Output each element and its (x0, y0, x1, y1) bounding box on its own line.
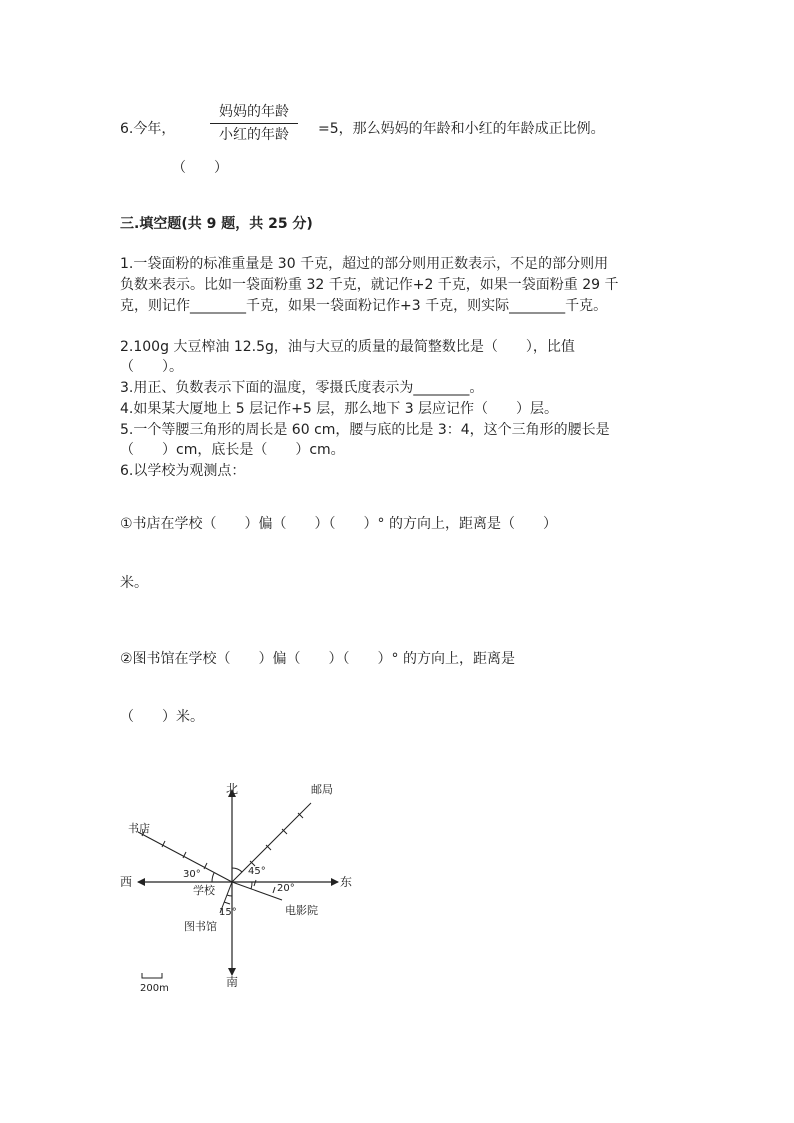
question-4: 4.如果某大厦地上 5 层记作+5 层，那么地下 3 层应记作（ ）层。 (120, 401, 559, 417)
question-5-line-2: （ ）cm，底长是（ ）cm。 (120, 442, 345, 458)
west-label: 西 (120, 875, 133, 889)
q6-answer-blank[interactable]: （ ） (172, 160, 228, 176)
post-office-label: 邮局 (311, 783, 333, 796)
question-2-line-1: 2.100g 大豆榨油 12.5g，油与大豆的质量的最简整数比是（ ），比值 (120, 339, 575, 355)
q6-prefix: 6.今年， (120, 121, 176, 137)
angle-label-post: 45° (248, 866, 266, 877)
question-6-1-line-2: 米。 (120, 575, 148, 591)
angle-label-cinema: 20° (277, 883, 295, 894)
angle-label-bookstore: 30° (183, 869, 201, 880)
question-6-2-line-1: ②图书馆在学校（ ）偏（ ）（ ）° 的方向上，距离是 (120, 651, 515, 667)
section-title: 三.填空题(共 9 题，共 25 分) (120, 216, 313, 232)
question-3: 3.用正、负数表示下面的温度，零摄氏度表示为________。 (120, 380, 484, 396)
angle-arc-post (232, 868, 242, 872)
cinema-ray (232, 882, 282, 900)
post-office-ticks (250, 813, 303, 866)
scale-bar (142, 973, 162, 978)
angle-arc-bookstore (212, 873, 214, 882)
north-label: 北 (226, 782, 239, 796)
cinema-label: 电影院 (285, 904, 318, 917)
angle-label-library: 15° (219, 907, 237, 918)
question-5-line-1: 5.一个等腰三角形的周长是 60 cm，腰与底的比是 3：4，这个三角形的腰长是 (120, 422, 610, 438)
school-label: 学校 (193, 884, 215, 897)
question-6: 6.以学校为观测点： (120, 463, 246, 479)
angle-arc-library (227, 895, 232, 896)
east-label: 东 (340, 875, 353, 889)
angle-arc-cinema (251, 882, 252, 889)
scale-label: 200m (140, 983, 169, 994)
fraction-numerator: 妈妈的年龄 (219, 104, 289, 120)
question-6-1-line-1: ①书店在学校（ ）偏（ ）（ ）° 的方向上，距离是（ ） (120, 516, 557, 532)
question-1-line-3: 克，则记作________千克，如果一袋面粉记作+3 千克，则实际________千克。 (120, 298, 608, 314)
library-tick (224, 902, 230, 904)
question-1-line-1: 1.一袋面粉的标准重量是 30 千克，超过的部分则用正数表示，不足的部分则用 (120, 256, 609, 272)
south-label: 南 (226, 975, 239, 989)
question-2-line-2: （ ）。 (120, 359, 183, 375)
library-label: 图书馆 (184, 920, 217, 933)
question-1-line-2: 负数来表示。比如一袋面粉重 32 千克，就记作+2 千克，如果一袋面粉重 29 千 (120, 277, 619, 293)
fraction-denominator: 小红的年龄 (219, 127, 289, 143)
q6-suffix: =5，那么妈妈的年龄和小红的年龄成正比例。 (318, 121, 605, 137)
bookstore-label: 书店 (128, 822, 150, 835)
question-6-2-line-2: （ ）米。 (120, 709, 204, 725)
